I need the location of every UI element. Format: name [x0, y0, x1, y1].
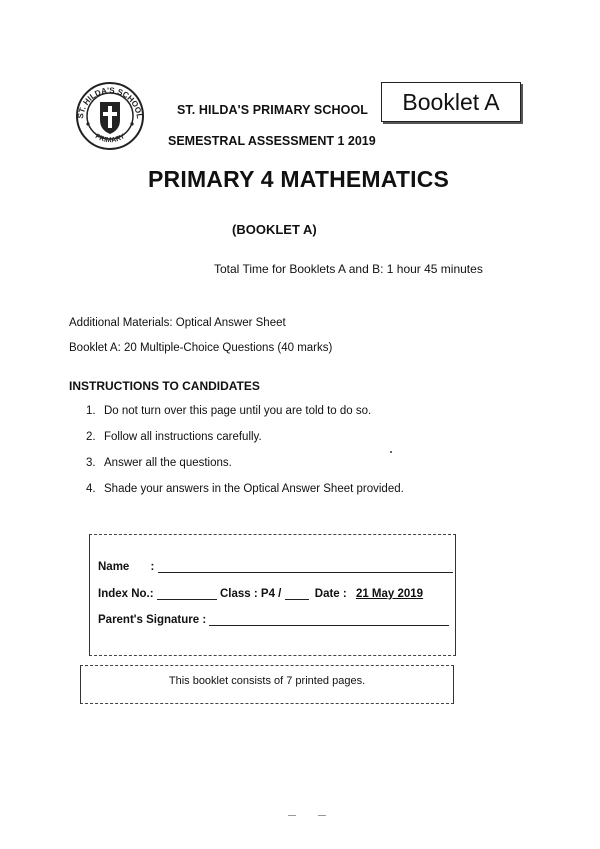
pages-note-box [80, 665, 454, 704]
index-row [98, 587, 423, 600]
signature-label: Parent's Signature : [98, 614, 207, 626]
scan-speck [390, 451, 392, 453]
logo-bottom-text: PRIMARY [93, 133, 127, 145]
page-subtitle: (BOOKLET A) [232, 222, 317, 237]
instruction-item: 1. Do not turn over this page until you are told to do so. [86, 405, 372, 417]
class-field[interactable] [285, 587, 309, 600]
candidate-details-form [89, 534, 456, 656]
instruction-item: 2. Follow all instructions carefully. [86, 431, 262, 443]
school-name: ST. HILDA'S PRIMARY SCHOOL [177, 103, 369, 117]
booklet-label: Booklet A [402, 88, 500, 115]
instruction-item: 3. Answer all the questions. [86, 457, 232, 469]
booklet-a-info: Booklet A: 20 Multiple-Choice Questions (40 marks) [69, 342, 333, 354]
logo-top-text: ST. HILDA'S SCHOOL [75, 85, 145, 120]
scan-mark [288, 815, 296, 816]
scan-mark [318, 815, 326, 816]
assessment-title: SEMESTRAL ASSESSMENT 1 2019 [168, 134, 376, 148]
instruction-item: 4. Shade your answers in the Optical Answer Sheet provided. [86, 483, 404, 495]
signature-field[interactable] [209, 613, 449, 626]
index-field[interactable] [157, 587, 217, 600]
school-crest-logo [74, 80, 146, 152]
signature-row [98, 613, 449, 626]
svg-text:PRIMARY [94, 133, 127, 144]
index-label: Index No.: [98, 588, 154, 600]
booklet-label-box [381, 82, 521, 122]
pages-note: This booklet consists of 7 printed pages. [168, 675, 366, 687]
date-label: Date : [314, 588, 347, 600]
instructions-heading: INSTRUCTIONS TO CANDIDATES [69, 379, 260, 393]
name-label: Name [98, 561, 130, 573]
total-time: Total Time for Booklets A and B: 1 hour 45 minutes [214, 262, 483, 276]
name-field[interactable] [158, 560, 453, 573]
class-label: Class : P4 / [220, 588, 282, 600]
date-value: 21 May 2019 [355, 588, 424, 600]
name-row: Name : [98, 560, 453, 573]
additional-materials: Additional Materials: Optical Answer Sheet [69, 317, 286, 329]
page-title: PRIMARY 4 MATHEMATICS [148, 166, 450, 192]
